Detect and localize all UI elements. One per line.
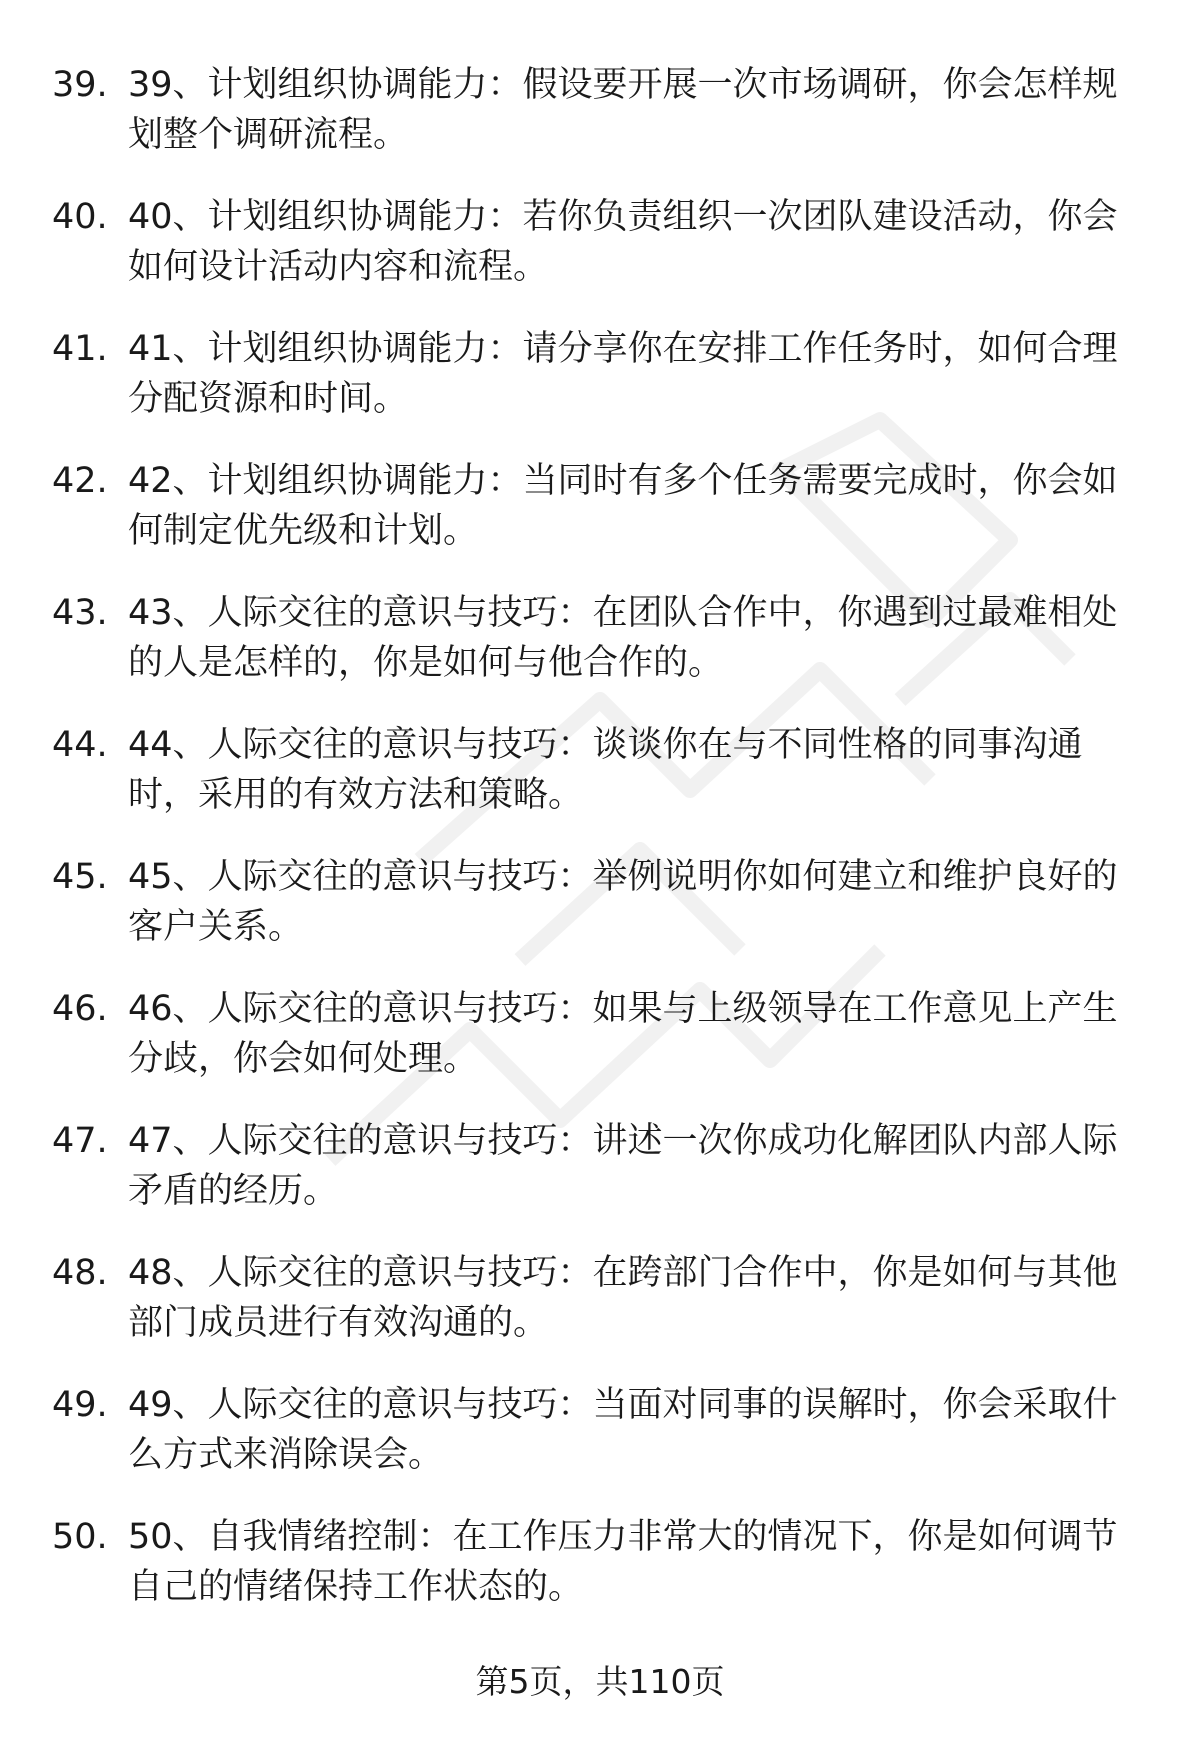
item-text: 49、人际交往的意识与技巧：当面对同事的误解时，你会采取什么方式来消除误会。 <box>128 1385 1118 1475</box>
item-number: 39. <box>52 65 108 105</box>
item-text: 41、计划组织协调能力：请分享你在安排工作任务时，如何合理分配资源和时间。 <box>128 329 1118 419</box>
item-text: 42、计划组织协调能力：当同时有多个任务需要完成时，你会如何制定优先级和计划。 <box>128 461 1118 551</box>
list-item <box>0 1226 1200 1358</box>
item-text: 40、计划组织协调能力：若你负责组织一次团队建设活动，你会如何设计活动内容和流程。 <box>128 197 1118 287</box>
item-number: 43. <box>52 593 108 633</box>
item-number: 48. <box>52 1253 108 1293</box>
list-item <box>0 38 1200 170</box>
item-text: 46、人际交往的意识与技巧：如果与上级领导在工作意见上产生分歧，你会如何处理。 <box>128 989 1118 1079</box>
item-number: 44. <box>52 725 108 765</box>
page-footer: 第5页，共110页 <box>475 1662 725 1701</box>
item-text: 45、人际交往的意识与技巧：举例说明你如何建立和维护良好的客户关系。 <box>128 857 1118 947</box>
list-item <box>0 1490 1200 1622</box>
question-list <box>0 38 1200 1622</box>
item-number: 40. <box>52 197 108 237</box>
item-number: 47. <box>52 1121 108 1161</box>
list-item <box>0 302 1200 434</box>
item-text: 39、计划组织协调能力：假设要开展一次市场调研，你会怎样规划整个调研流程。 <box>128 65 1118 155</box>
item-text: 47、人际交往的意识与技巧：讲述一次你成功化解团队内部人际矛盾的经历。 <box>128 1121 1118 1211</box>
item-number: 46. <box>52 989 108 1029</box>
list-item <box>0 566 1200 698</box>
list-item <box>0 1358 1200 1490</box>
list-item <box>0 1094 1200 1226</box>
item-number: 45. <box>52 857 108 897</box>
item-text: 44、人际交往的意识与技巧：谈谈你在与不同性格的同事沟通时，采用的有效方法和策略。 <box>128 725 1083 815</box>
list-item <box>0 830 1200 962</box>
list-item <box>0 434 1200 566</box>
item-number: 49. <box>52 1385 108 1425</box>
list-item <box>0 698 1200 830</box>
item-number: 41. <box>52 329 108 369</box>
list-item <box>0 962 1200 1094</box>
item-number: 50. <box>52 1517 108 1557</box>
item-text: 48、人际交往的意识与技巧：在跨部门合作中，你是如何与其他部门成员进行有效沟通的。 <box>128 1253 1118 1343</box>
item-number: 42. <box>52 461 108 501</box>
item-text: 50、自我情绪控制：在工作压力非常大的情况下，你是如何调节自己的情绪保持工作状态的。 <box>128 1517 1118 1607</box>
list-item <box>0 170 1200 302</box>
item-text: 43、人际交往的意识与技巧：在团队合作中，你遇到过最难相处的人是怎样的，你是如何与他合作的。 <box>128 593 1118 683</box>
